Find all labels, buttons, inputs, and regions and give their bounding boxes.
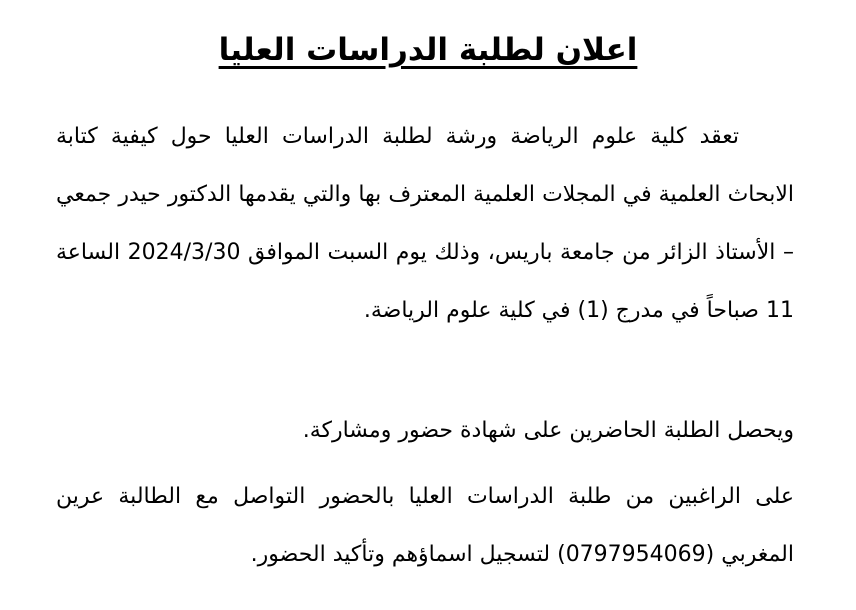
- workshop-details-paragraph: تعقد كلية علوم الرياضة ورشة لطلبة الدراسات العليا حول كيفية كتابة الابحاث العلمية في المجلات العلمية المعترف بها والتي يقدمها الدكتور حيدر جمعي – الأستاذ الزائر من جامعة باريس، وذلك يوم السبت الموافق 2024/3/30 الساعة 11 صباحاً في مدرج (1) في كلية علوم الرياضة.: [56, 124, 794, 323]
- announcement-title: [0, 28, 856, 72]
- certificate-paragraph: ويحصل الطلبة الحاضرين على شهادة حضور ومشاركة.: [302, 418, 794, 443]
- announcement-title-text: اعلان لطلبة الدراسات العليا: [218, 32, 638, 68]
- registration-paragraph: على الراغبين من طلبة الدراسات العليا بالحضور التواصل مع الطالبة عرين المغربي (0797954069) لتسجيل اسماؤهم وتأكيد الحضور.: [56, 484, 794, 567]
